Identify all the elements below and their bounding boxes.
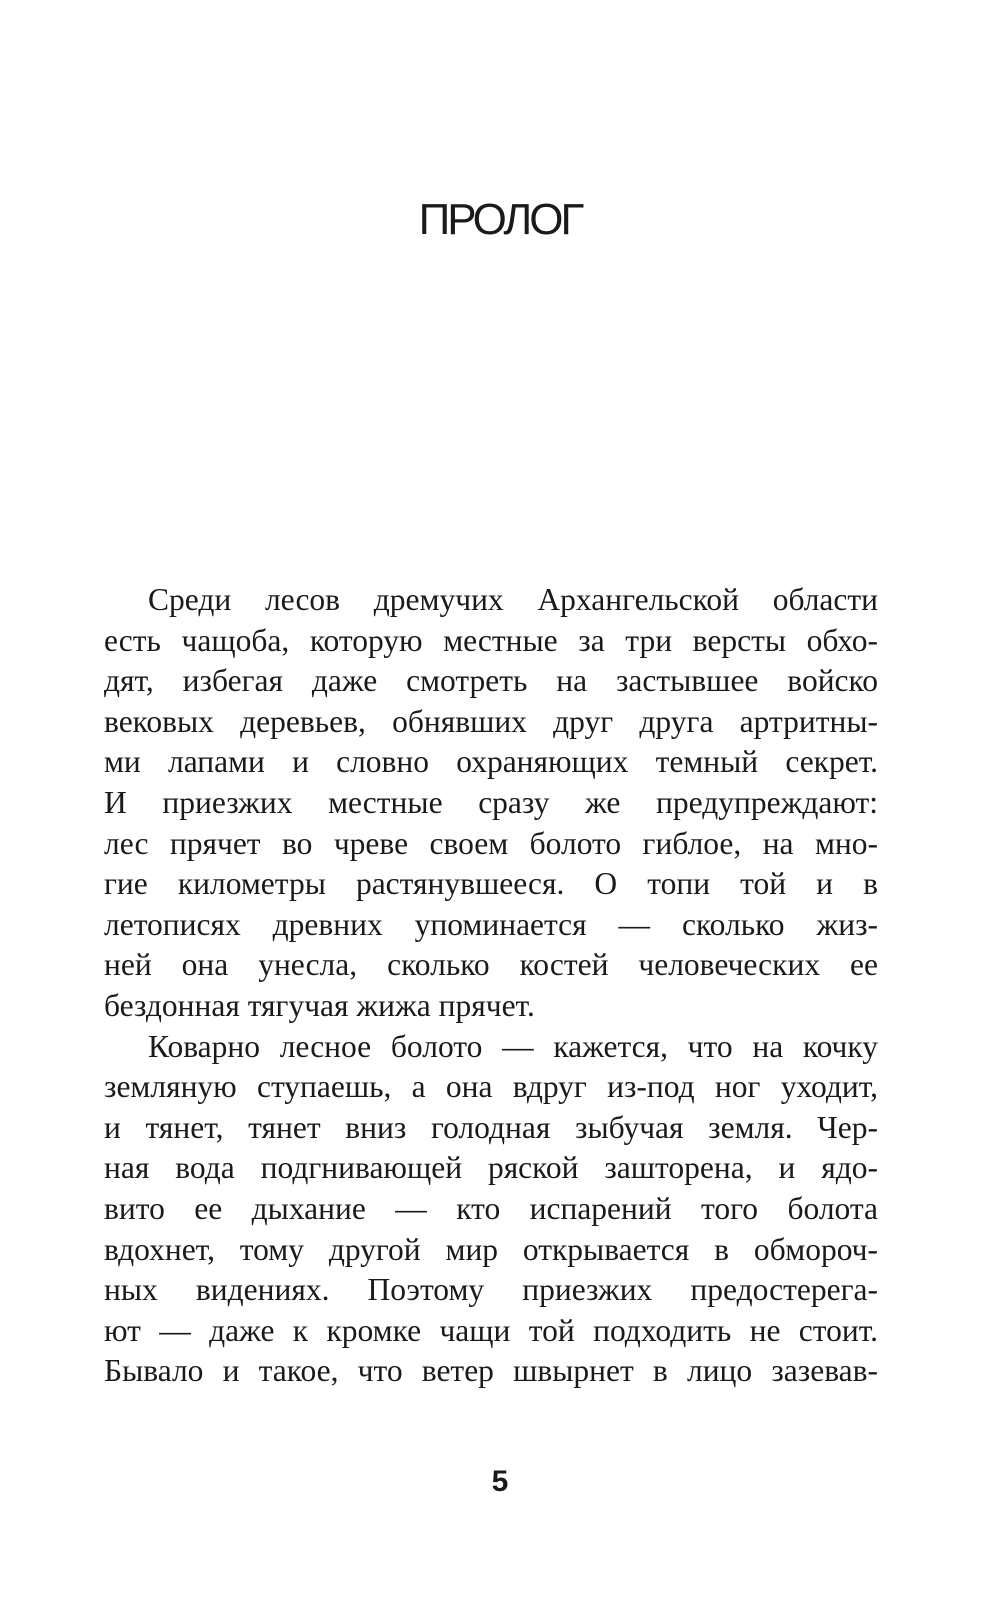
text-line: ней она унесла, сколько костей человеческих ее xyxy=(104,947,878,983)
page-number: 5 xyxy=(491,1465,509,1498)
body-text xyxy=(104,580,878,1392)
text-line: ная вода подгнивающей ряской зашторена, и ядо- xyxy=(104,1150,878,1186)
text-line: дят, избегая даже смотреть на застывшее войско xyxy=(104,663,878,699)
text-line: вдохнет, тому другой мир открывается в обмороч- xyxy=(104,1231,878,1267)
chapter-title: ПРОЛОГ xyxy=(418,195,582,244)
text-line: лес прячет во чреве своем болото гиблое, на мно- xyxy=(104,825,878,861)
text-line: земляную ступаешь, а она вдруг из-под ног уходит, xyxy=(104,1069,878,1105)
text-line: бездонная тягучая жижа прячет. xyxy=(104,987,535,1023)
text-line: Коварно лесное болото — кажется, что на кочку xyxy=(148,1028,878,1064)
text-line: вековых деревьев, обнявших друг друга артритны- xyxy=(104,703,878,739)
text-line: и тянет, тянет вниз голодная зыбучая земля. Чер- xyxy=(104,1109,878,1145)
text-line: вито ее дыхание — кто испарений того болота xyxy=(104,1190,878,1226)
text-line: есть чащоба, которую местные за три версты обхо- xyxy=(104,622,878,658)
text-line: И приезжих местные сразу же предупреждают: xyxy=(104,784,878,820)
text-line: ют — даже к кромке чащи той подходить не стоит. xyxy=(104,1312,878,1348)
text-line: гие километры растянувшееся. О топи той и в xyxy=(104,866,878,902)
text-line: Бывало и такое, что ветер швырнет в лицо зазевав- xyxy=(104,1353,878,1389)
text-line: ных видениях. Поэтому приезжих предостерега- xyxy=(104,1272,878,1308)
text-line: ми лапами и словно охраняющих темный секрет. xyxy=(104,744,878,780)
text-line: Среди лесов дремучих Архангельской области xyxy=(148,582,878,617)
text-line: летописях древних упоминается — сколько жиз- xyxy=(104,906,878,942)
